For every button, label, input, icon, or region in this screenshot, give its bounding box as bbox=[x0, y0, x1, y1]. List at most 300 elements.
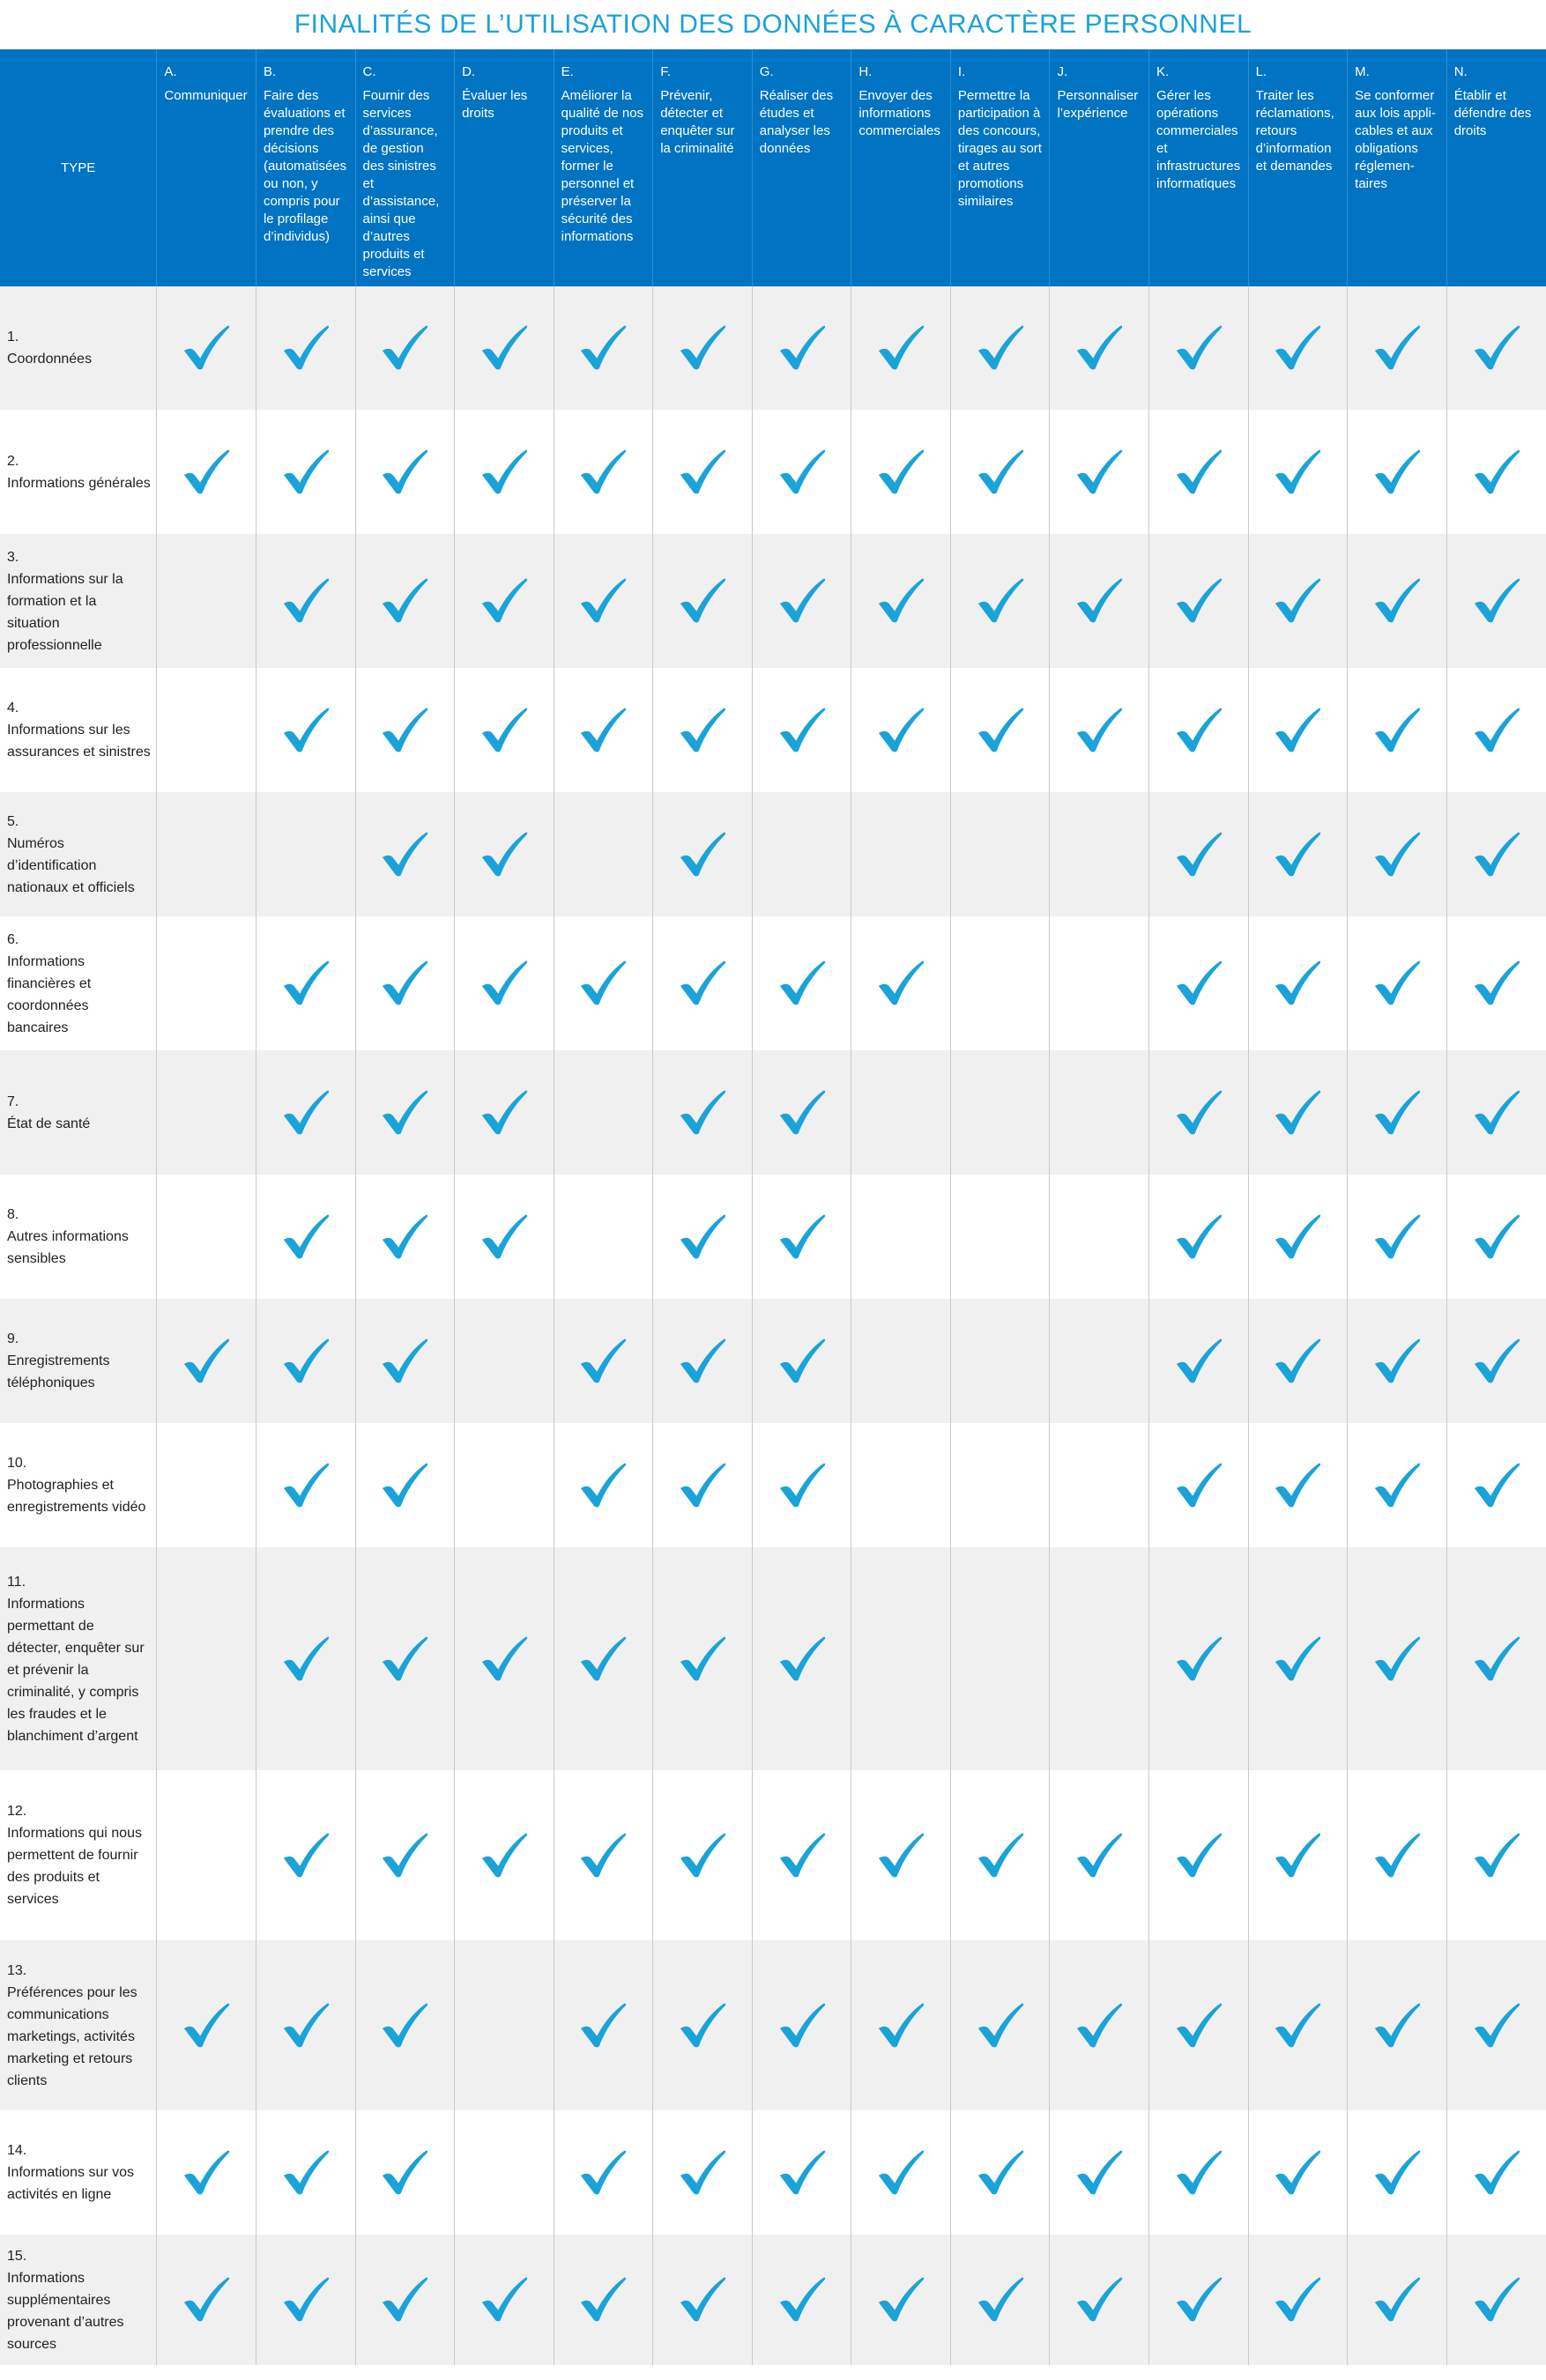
check-cell bbox=[256, 1299, 355, 1423]
column-letter: D. bbox=[462, 64, 476, 79]
checkmark-icon bbox=[677, 575, 728, 627]
check-cell bbox=[554, 1770, 653, 1940]
column-label: Prévenir, détecter et enquêter sur la criminalité bbox=[660, 88, 735, 156]
check-cell bbox=[1248, 534, 1348, 668]
row-type-cell bbox=[0, 1423, 157, 1547]
checkmark-icon bbox=[975, 323, 1026, 374]
checkmark-icon bbox=[1173, 958, 1224, 1009]
row-number: 4. bbox=[7, 701, 19, 715]
column-header bbox=[950, 49, 1050, 286]
check-cell bbox=[851, 1770, 951, 1940]
checkmark-icon bbox=[1173, 1336, 1224, 1387]
checkmark-icon bbox=[577, 2147, 628, 2198]
row-type-cell bbox=[0, 1547, 157, 1770]
check-cell bbox=[752, 2235, 851, 2365]
check-cell bbox=[851, 792, 951, 916]
column-letter: E. bbox=[561, 64, 574, 79]
check-cell bbox=[554, 410, 653, 534]
checkmark-icon bbox=[1272, 323, 1323, 374]
checkmark-icon bbox=[1371, 1212, 1423, 1263]
checkmark-icon bbox=[1074, 447, 1125, 498]
check-cell bbox=[1248, 1770, 1348, 1940]
checkmark-icon bbox=[280, 2147, 331, 2198]
check-cell bbox=[1446, 668, 1546, 792]
check-cell bbox=[1248, 1547, 1348, 1770]
checkmark-icon bbox=[1074, 575, 1125, 627]
check-cell bbox=[157, 410, 256, 534]
check-cell bbox=[653, 534, 753, 668]
check-cell bbox=[256, 1175, 355, 1299]
check-cell bbox=[1050, 1547, 1149, 1770]
check-cell bbox=[752, 1050, 851, 1175]
check-cell bbox=[1348, 410, 1447, 534]
checkmark-icon bbox=[677, 705, 728, 756]
checkmark-icon bbox=[875, 447, 926, 498]
column-letter: L. bbox=[1255, 64, 1267, 79]
checkmark-icon bbox=[577, 1830, 628, 1881]
checkmark-icon bbox=[975, 2274, 1026, 2325]
check-cell bbox=[1348, 792, 1447, 916]
check-cell bbox=[1446, 1940, 1546, 2110]
check-cell bbox=[1050, 1770, 1149, 1940]
checkmark-icon bbox=[1074, 2147, 1125, 2198]
checkmark-icon bbox=[975, 447, 1026, 498]
checkmark-icon bbox=[777, 1634, 828, 1685]
checkmark-icon bbox=[577, 958, 628, 1009]
check-cell bbox=[1050, 2235, 1149, 2365]
row-number: 8. bbox=[7, 1207, 19, 1222]
row-label: Informations qui nous permettent de fournir des produits et services bbox=[7, 1826, 142, 1907]
row-label: Numéros d’identification nationaux et officiels bbox=[7, 835, 135, 895]
check-cell bbox=[1446, 1050, 1546, 1175]
checkmark-icon bbox=[479, 829, 530, 880]
check-cell bbox=[554, 916, 653, 1050]
column-letter: C. bbox=[362, 64, 376, 79]
row-label: Informations sur les assurances et sinistres bbox=[7, 723, 151, 760]
check-cell bbox=[554, 1547, 653, 1770]
column-label: Envoyer des informations commerciales bbox=[858, 88, 940, 138]
check-cell bbox=[851, 1050, 951, 1175]
check-cell bbox=[1149, 1175, 1249, 1299]
check-cell bbox=[1149, 1299, 1249, 1423]
check-cell bbox=[1446, 534, 1546, 668]
checkmark-icon bbox=[875, 2274, 926, 2325]
checkmark-icon bbox=[280, 958, 331, 1009]
column-letter: J. bbox=[1057, 64, 1068, 79]
checkmark-icon bbox=[379, 1212, 430, 1263]
table-row bbox=[0, 1940, 1546, 2110]
check-cell bbox=[157, 1423, 256, 1547]
checkmark-icon bbox=[1471, 2147, 1522, 2198]
check-cell bbox=[752, 1299, 851, 1423]
check-cell bbox=[1248, 916, 1348, 1050]
checkmark-icon bbox=[1371, 958, 1423, 1009]
check-cell bbox=[554, 668, 653, 792]
check-cell bbox=[1248, 286, 1348, 410]
checkmark-icon bbox=[1173, 1634, 1224, 1685]
check-cell bbox=[653, 410, 753, 534]
checkmark-icon bbox=[181, 447, 232, 498]
column-letter: B. bbox=[263, 64, 277, 79]
check-cell bbox=[1149, 410, 1249, 534]
check-cell bbox=[256, 1050, 355, 1175]
check-cell bbox=[1050, 2110, 1149, 2235]
checkmark-icon bbox=[777, 1336, 828, 1387]
checkmark-icon bbox=[479, 323, 530, 374]
column-label: Se conformer aux lois appli-cables et aux obligations réglemen-taires bbox=[1355, 88, 1436, 191]
checkmark-icon bbox=[479, 705, 530, 756]
check-cell bbox=[256, 1547, 355, 1770]
checkmark-icon bbox=[577, 575, 628, 627]
row-label: Informations générales bbox=[7, 475, 151, 491]
check-cell bbox=[355, 410, 455, 534]
checkmark-icon bbox=[875, 1830, 926, 1881]
checkmark-icon bbox=[479, 447, 530, 498]
check-cell bbox=[455, 916, 554, 1050]
check-cell bbox=[355, 916, 455, 1050]
checkmark-icon bbox=[379, 1830, 430, 1881]
column-label: Faire des évaluations et prendre des décisions (automatisées ou non, y compris pour le profilage d’individus) bbox=[263, 88, 347, 244]
check-cell bbox=[1446, 1547, 1546, 1770]
checkmark-icon bbox=[1471, 1634, 1522, 1685]
check-cell bbox=[653, 1050, 753, 1175]
checkmark-icon bbox=[379, 829, 430, 880]
check-cell bbox=[355, 1940, 455, 2110]
check-cell bbox=[256, 410, 355, 534]
checkmark-icon bbox=[577, 2274, 628, 2325]
row-number: 9. bbox=[7, 1331, 19, 1346]
check-cell bbox=[256, 1940, 355, 2110]
check-cell bbox=[355, 1423, 455, 1547]
checkmark-icon bbox=[975, 705, 1026, 756]
check-cell bbox=[256, 1423, 355, 1547]
column-header bbox=[1149, 49, 1249, 286]
checkmark-icon bbox=[181, 2274, 232, 2325]
row-label: Enregistrements téléphoniques bbox=[7, 1353, 110, 1390]
row-number: 1. bbox=[7, 330, 19, 345]
checkmark-icon bbox=[1371, 829, 1423, 880]
checkmark-icon bbox=[181, 2147, 232, 2198]
check-cell bbox=[1248, 1175, 1348, 1299]
check-cell bbox=[752, 1175, 851, 1299]
checkmark-icon bbox=[875, 575, 926, 627]
check-cell bbox=[950, 1175, 1050, 1299]
column-letter: M. bbox=[1355, 64, 1370, 79]
check-cell bbox=[355, 1770, 455, 1940]
checkmark-icon bbox=[1471, 323, 1522, 374]
checkmark-icon bbox=[280, 323, 331, 374]
checkmark-icon bbox=[1471, 447, 1522, 498]
checkmark-icon bbox=[1173, 1460, 1224, 1511]
row-number: 12. bbox=[7, 1804, 27, 1819]
check-cell bbox=[1446, 1770, 1546, 1940]
check-cell bbox=[256, 2235, 355, 2365]
column-label: Gérer les opérations commerciales et infrastructures informatiques bbox=[1156, 88, 1241, 191]
check-cell bbox=[653, 2235, 753, 2365]
table-body bbox=[0, 286, 1546, 2365]
check-cell bbox=[355, 534, 455, 668]
column-label: Personnaliser l’expérience bbox=[1057, 88, 1139, 121]
checkmark-icon bbox=[280, 1830, 331, 1881]
row-number: 15. bbox=[7, 2248, 27, 2264]
check-cell bbox=[1050, 286, 1149, 410]
check-cell bbox=[1348, 1050, 1447, 1175]
check-cell bbox=[554, 1175, 653, 1299]
check-cell bbox=[455, 534, 554, 668]
checkmark-icon bbox=[875, 2000, 926, 2051]
check-cell bbox=[157, 286, 256, 410]
checkmark-icon bbox=[1272, 2274, 1323, 2325]
check-cell bbox=[455, 1940, 554, 2110]
column-header bbox=[653, 49, 753, 286]
check-cell bbox=[1050, 1175, 1149, 1299]
table-row bbox=[0, 286, 1546, 410]
checkmark-icon bbox=[280, 1087, 331, 1138]
check-cell bbox=[157, 668, 256, 792]
check-cell bbox=[455, 1050, 554, 1175]
check-cell bbox=[752, 2110, 851, 2235]
check-cell bbox=[1149, 792, 1249, 916]
row-type-cell bbox=[0, 792, 157, 916]
checkmark-icon bbox=[479, 1634, 530, 1685]
check-cell bbox=[1248, 792, 1348, 916]
page-title: FINALITÉS DE L’UTILISATION DES DONNÉES À CARACTÈRE PERSONNEL bbox=[294, 10, 1252, 39]
check-cell bbox=[1446, 410, 1546, 534]
table-row bbox=[0, 1547, 1546, 1770]
table-row bbox=[0, 792, 1546, 916]
check-cell bbox=[455, 410, 554, 534]
check-cell bbox=[752, 1770, 851, 1940]
column-header bbox=[752, 49, 851, 286]
check-cell bbox=[950, 668, 1050, 792]
checkmark-icon bbox=[1272, 2147, 1323, 2198]
check-cell bbox=[1248, 668, 1348, 792]
check-cell bbox=[1348, 2235, 1447, 2365]
column-header bbox=[1248, 49, 1348, 286]
row-number: 14. bbox=[7, 2143, 27, 2158]
row-number: 5. bbox=[7, 813, 19, 829]
checkmark-icon bbox=[875, 958, 926, 1009]
row-number: 13. bbox=[7, 1962, 27, 1978]
check-cell bbox=[1446, 2235, 1546, 2365]
checkmark-icon bbox=[777, 1087, 828, 1138]
checkmark-icon bbox=[1471, 1830, 1522, 1881]
checkmark-icon bbox=[280, 1212, 331, 1263]
checkmark-icon bbox=[975, 2147, 1026, 2198]
check-cell bbox=[355, 792, 455, 916]
check-cell bbox=[157, 1175, 256, 1299]
row-number: 2. bbox=[7, 453, 19, 469]
check-cell bbox=[1446, 1175, 1546, 1299]
checkmark-icon bbox=[1272, 447, 1323, 498]
check-cell bbox=[1149, 2110, 1249, 2235]
column-label: Fournir des services d’assurance, de gestion des sinistres et d’assistance, ainsi que d’autres produits et services bbox=[362, 88, 440, 279]
checkmark-icon bbox=[1272, 1336, 1323, 1387]
check-cell bbox=[950, 2110, 1050, 2235]
column-header bbox=[256, 49, 355, 286]
purposes-table bbox=[0, 49, 1546, 2365]
check-cell bbox=[851, 1423, 951, 1547]
check-cell bbox=[157, 792, 256, 916]
check-cell bbox=[1149, 668, 1249, 792]
checkmark-icon bbox=[677, 1212, 728, 1263]
row-number: 7. bbox=[7, 1094, 19, 1109]
row-label: Informations sur la formation et la situation professionnelle bbox=[7, 571, 123, 653]
column-header bbox=[1348, 49, 1447, 286]
column-header bbox=[455, 49, 554, 286]
check-cell bbox=[1348, 534, 1447, 668]
check-cell bbox=[355, 668, 455, 792]
check-cell bbox=[752, 410, 851, 534]
check-cell bbox=[1248, 1423, 1348, 1547]
row-type-cell bbox=[0, 1175, 157, 1299]
check-cell bbox=[752, 1547, 851, 1770]
column-header bbox=[1446, 49, 1546, 286]
check-cell bbox=[653, 2110, 753, 2235]
check-cell bbox=[752, 1423, 851, 1547]
checkmark-icon bbox=[677, 1634, 728, 1685]
check-cell bbox=[653, 1547, 753, 1770]
row-type-cell bbox=[0, 286, 157, 410]
checkmark-icon bbox=[181, 323, 232, 374]
check-cell bbox=[1248, 2235, 1348, 2365]
checkmark-icon bbox=[677, 323, 728, 374]
check-cell bbox=[1149, 1940, 1249, 2110]
checkmark-icon bbox=[777, 2274, 828, 2325]
check-cell bbox=[950, 1547, 1050, 1770]
check-cell bbox=[752, 1940, 851, 2110]
checkmark-icon bbox=[1471, 575, 1522, 627]
checkmark-icon bbox=[1173, 2147, 1224, 2198]
check-cell bbox=[1050, 916, 1149, 1050]
check-cell bbox=[355, 1175, 455, 1299]
check-cell bbox=[554, 2110, 653, 2235]
check-cell bbox=[455, 1175, 554, 1299]
checkmark-icon bbox=[677, 447, 728, 498]
checkmark-icon bbox=[1173, 1212, 1224, 1263]
row-label: Préférences pour les communications marketings, activités marketing et retours clients bbox=[7, 1984, 138, 2088]
table-row bbox=[0, 1299, 1546, 1423]
checkmark-icon bbox=[777, 447, 828, 498]
check-cell bbox=[1050, 1299, 1149, 1423]
check-cell bbox=[1446, 286, 1546, 410]
row-number: 6. bbox=[7, 931, 19, 947]
checkmark-icon bbox=[1173, 705, 1224, 756]
checkmark-icon bbox=[1173, 1087, 1224, 1138]
check-cell bbox=[1050, 410, 1149, 534]
checkmark-icon bbox=[777, 323, 828, 374]
check-cell bbox=[256, 2110, 355, 2235]
checkmark-icon bbox=[677, 829, 728, 880]
checkmark-icon bbox=[1272, 1634, 1323, 1685]
checkmark-icon bbox=[777, 705, 828, 756]
checkmark-icon bbox=[975, 2000, 1026, 2051]
check-cell bbox=[851, 916, 951, 1050]
checkmark-icon bbox=[479, 1830, 530, 1881]
checkmark-icon bbox=[479, 2274, 530, 2325]
column-letter: H. bbox=[858, 64, 873, 79]
check-cell bbox=[1050, 1050, 1149, 1175]
check-cell bbox=[256, 534, 355, 668]
checkmark-icon bbox=[379, 2274, 430, 2325]
check-cell bbox=[256, 1770, 355, 1940]
checkmark-icon bbox=[1371, 1460, 1423, 1511]
table-row bbox=[0, 1175, 1546, 1299]
checkmark-icon bbox=[677, 1336, 728, 1387]
row-label: Informations financières et coordonnées bancaires bbox=[7, 953, 92, 1035]
check-cell bbox=[851, 1547, 951, 1770]
check-cell bbox=[157, 1299, 256, 1423]
check-cell bbox=[455, 1423, 554, 1547]
check-cell bbox=[1446, 2110, 1546, 2235]
checkmark-icon bbox=[1471, 2274, 1522, 2325]
check-cell bbox=[256, 668, 355, 792]
checkmark-icon bbox=[1371, 323, 1423, 374]
check-cell bbox=[554, 792, 653, 916]
checkmark-icon bbox=[1074, 2000, 1125, 2051]
checkmark-icon bbox=[379, 958, 430, 1009]
row-number: 10. bbox=[7, 1456, 27, 1471]
row-label: Informations permettant de détecter, enquêter sur et prévenir la criminalité, y compris les fraudes et le blanchiment d’argent bbox=[7, 1596, 145, 1744]
check-cell bbox=[653, 286, 753, 410]
table-row bbox=[0, 1050, 1546, 1175]
checkmark-icon bbox=[379, 2147, 430, 2198]
check-cell bbox=[256, 286, 355, 410]
check-cell bbox=[1248, 1940, 1348, 2110]
check-cell bbox=[554, 1423, 653, 1547]
check-cell bbox=[653, 1175, 753, 1299]
header-row bbox=[0, 49, 1546, 286]
table-row bbox=[0, 534, 1546, 668]
column-header bbox=[355, 49, 455, 286]
check-cell bbox=[355, 1299, 455, 1423]
check-cell bbox=[157, 916, 256, 1050]
row-label: Informations sur vos activités en ligne bbox=[7, 2165, 135, 2202]
checkmark-icon bbox=[379, 2000, 430, 2051]
checkmark-icon bbox=[577, 447, 628, 498]
checkmark-icon bbox=[975, 1830, 1026, 1881]
check-cell bbox=[1446, 1423, 1546, 1547]
checkmark-icon bbox=[1471, 705, 1522, 756]
check-cell bbox=[1149, 916, 1249, 1050]
checkmark-icon bbox=[479, 958, 530, 1009]
table-row bbox=[0, 916, 1546, 1050]
row-type-cell bbox=[0, 1050, 157, 1175]
check-cell bbox=[455, 792, 554, 916]
checkmark-icon bbox=[1371, 447, 1423, 498]
check-cell bbox=[851, 2235, 951, 2365]
check-cell bbox=[1050, 668, 1149, 792]
column-letter: I. bbox=[957, 64, 966, 79]
checkmark-icon bbox=[1173, 575, 1224, 627]
checkmark-icon bbox=[1471, 829, 1522, 880]
row-label: Informations supplémentaires provenant d’autres sources bbox=[7, 2270, 124, 2352]
checkmark-icon bbox=[280, 575, 331, 627]
check-cell bbox=[950, 1423, 1050, 1547]
checkmark-icon bbox=[1371, 2000, 1423, 2051]
checkmark-icon bbox=[1074, 323, 1125, 374]
checkmark-icon bbox=[1371, 705, 1423, 756]
checkmark-icon bbox=[975, 575, 1026, 627]
check-cell bbox=[554, 2235, 653, 2365]
check-cell bbox=[1149, 534, 1249, 668]
row-number: 3. bbox=[7, 549, 19, 565]
check-cell bbox=[851, 1175, 951, 1299]
checkmark-icon bbox=[677, 2147, 728, 2198]
row-type-cell bbox=[0, 534, 157, 668]
check-cell bbox=[1248, 1050, 1348, 1175]
table-row bbox=[0, 2110, 1546, 2235]
